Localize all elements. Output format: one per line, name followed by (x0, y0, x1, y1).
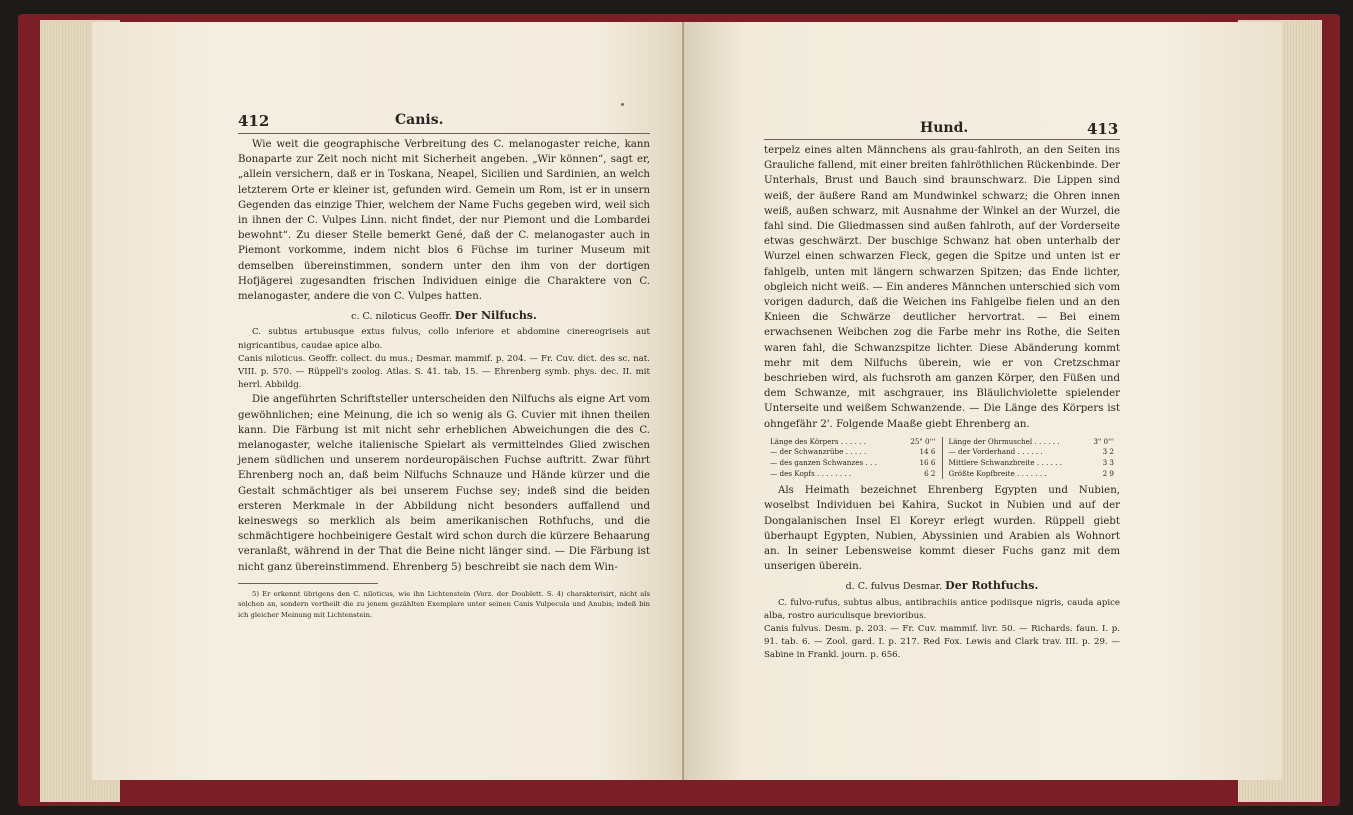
section-heading-niloticus (238, 308, 650, 324)
measurement-row: Mittlere Schwanzbreite . . . . . . 3 3 (948, 458, 1114, 468)
diagnosis-niloticus: C. subtus artubusque extus fulvus, collo inferiore et abdomine cinereogriseis aut nigricantibus, caudae apice albo. (238, 327, 650, 351)
measurement-row: Größte Kopfbreite . . . . . . . 2 9 (948, 468, 1114, 478)
right-page-number: 413 (1087, 120, 1119, 138)
measurements-table (764, 437, 1120, 479)
measurement-row: — der Vorderhand . . . . . . 3 2 (948, 447, 1114, 457)
right-paragraph-1: terpelz eines alten Männchens als grau-fahlroth, an den Seiten ins Grauliche fallend, mit einer breiten fahlröthlichen Rückenbinde. Der Unterhals, Brust und Bauch sind braunschwarz. Die Lippen sind weiß, der äußere Rand am Mundwinkel schwarz; die Ohren innen weiß, außen schwarz, mit Ausnahme der Winkel an der Wurzel, die fahl sind. Die Gliedmassen sind außen fahlroth, auf der Vorderseite etwas geschwärzt. Der buschige Schwanz hat oben unterhalb der Wurzel einen schwarzen Fleck, gegen die Spitze und unten ist er fahlgelb, unten mit längern schwarzen Spitzen; das Ende lichter, obgleich nicht weiß. — Ein anderes Männchen unterschied sich vom vorigen dadurch, daß die Weichen ins Fahlgelbe fielen und an den Knieen die Schwärze deutlicher hervortrat. — Bei einem erwachsenen Weibchen zog die Farbe mehr ins Rothe, die Seiten waren fahl, die Schwanzspitze lichter. Diese Abänderung kommt mehr mit dem Nilfuchs überein, wie er von Cretzschmar beschrieben wird, als fuchsroth am ganzen Körper, den Füßen und dem Schwanze, mit aschgrauer, ins Bläulichviolette spielender Unterseite und weißem Schwanzende. — Die Länge des Körpers ist ohngefähr 2'. Folgende Maaße giebt Ehrenberg an. (764, 145, 1120, 430)
right-running-title: Hund. (920, 120, 969, 136)
diagnosis-fulvus: C. fulvo-rufus, subtus albus, antibrachiis antice podiisque nigris, cauda apice alba, rostro auriculisque brevioribus. (764, 597, 1120, 621)
section-heading-german: Der Rothfuchs. (945, 579, 1039, 593)
page-blemish (621, 103, 624, 106)
measurements-column-right (942, 437, 1121, 479)
footnote: 5) Er erkennt übrigens den C. niloticus, wie ihn Lichtenstein (Verz. der Doublett. S. 4) charakterisirt, nicht als solchen an, sondern vertheilt die zu jenem gezählten Exemplare unter seinen Canis Vulpecula und Anubis; indeß bin ich gleicher Meinung mit Lichtenstein. (238, 589, 650, 619)
right-header-rule (764, 139, 1120, 140)
measurements-column-left (764, 437, 942, 479)
section-heading-fulvus (764, 578, 1120, 594)
measurement-row: Länge der Ohrmuschel . . . . . . 3" 0''' (948, 436, 1114, 446)
left-page-number: 412 (238, 112, 270, 130)
left-text-column (238, 137, 650, 620)
measurement-row: Länge des Körpers . . . . . . 25" 0''' (770, 436, 936, 446)
measurement-row: — des Kopfs . . . . . . . . 6 2 (770, 468, 936, 478)
measurement-row: — des ganzen Schwanzes . . . 16 6 (770, 458, 936, 468)
left-paragraph-2: Die angeführten Schriftsteller unterscheiden den Nilfuchs als eigne Art vom gewöhnlichen; eine Meinung, die ich so wenig als G. Cuvier mit ihnen theilen kann. Die Färbung ist mit nicht sehr erheblichen Abweichungen die des C. melanogaster, welche italienische Spielart als vermittelndes Glied zwischen jenem südlichen und unserem nordeuropäischen Fuchse auftritt. Zwar führt Ehrenberg noch an, daß beim Nilfuchs Schnauze und Hände kürzer und die Gestalt schmächtiger als bei unserem Fuchse sey; indeß sind die beiden ersteren Merkmale in der Abbildung nicht besonders auffallend und keineswegs so merklich als beim amerikanischen Rothfuchs, und die schmächtigere hochbeinigere Gestalt wird schon durch die kürzere Behaarung veranlaßt, während in der That die Beine nicht länger sind. — Die Färbung ist nicht ganz übereinstimmend. Ehrenberg 5) beschreibt sie nach dem Win- (238, 394, 650, 573)
left-paragraph-1: Wie weit die geographische Verbreitung des C. melanogaster reiche, kann Bonaparte zur Zeit noch nicht mit Sicherheit angeben. „Wir können“, sagt er, „allein versichern, daß er in Toskana, Neapel, Sicilien und Sardinien, an welch letzterem Orte er kleiner ist, gefunden wird. Gemein um Rom, ist er in unsern Gegenden das einzige Thier, welchem der Name Fuchs gegeben wird, weil sich in ihnen der C. Vulpes Linn. nicht findet, der nur Piemont und die Lombardei bewohnt“. Zu dieser Stelle bemerkt Gené, daß der C. melanogaster auch in Piemont vorkomme, indem nicht blos 6 Füchse im turiner Museum mit demselben übereinstimmen, sondern unter den ihm von der dortigen Hofjägerei zugesandten frischen Individuen einige die Charaktere von C. melanogaster, andere die von C. Vulpes hatten. (238, 139, 650, 303)
left-header-rule (238, 133, 650, 134)
synonymy-fulvus: Canis fulvus. Desm. p. 203. — Fr. Cuv. mammif. livr. 50. — Richards. faun. I. p. 91. tab. 6. — Zool. gard. I. p. 217. Red Fox. Lewis and Clark trav. III. p. 29. — Sabine in Frankl. journ. p. 656. (764, 624, 1120, 661)
left-running-title: Canis. (395, 112, 444, 128)
section-heading-german: Der Nilfuchs. (454, 309, 537, 323)
synonymy-niloticus: Canis niloticus. Geoffr. collect. du mus.; Desmar. mammif. p. 204. — Fr. Cuv. dict. des sc. nat. VIII. p. 570. — Rüppell's zoolog. Atlas. S. 41. tab. 15. — Ehrenberg symb. phys. dec. II. mit herrl. Abbildg. (238, 353, 650, 391)
right-paragraph-2: Als Heimath bezeichnet Ehrenberg Egypten und Nubien, woselbst Individuen bei Kahira, Suckot in Nubien und auf der Dongalanischen Insel El Koreyr erlegt wurden. Rüppell giebt überhaupt Egypten, Nubien, Abyssinien und Arabien als Wohnort an. In seiner Lebensweise kommt dieser Fuchs ganz mit dem unserigen überein. (764, 485, 1120, 573)
footnote-rule (238, 583, 378, 584)
section-heading-latin: c. C. niloticus Geoffr. (351, 311, 452, 323)
right-text-column (764, 143, 1120, 663)
measurement-row: — der Schwanzrübe . . . . . 14 6 (770, 447, 936, 457)
section-heading-latin: d. C. fulvus Desmar. (845, 581, 943, 593)
